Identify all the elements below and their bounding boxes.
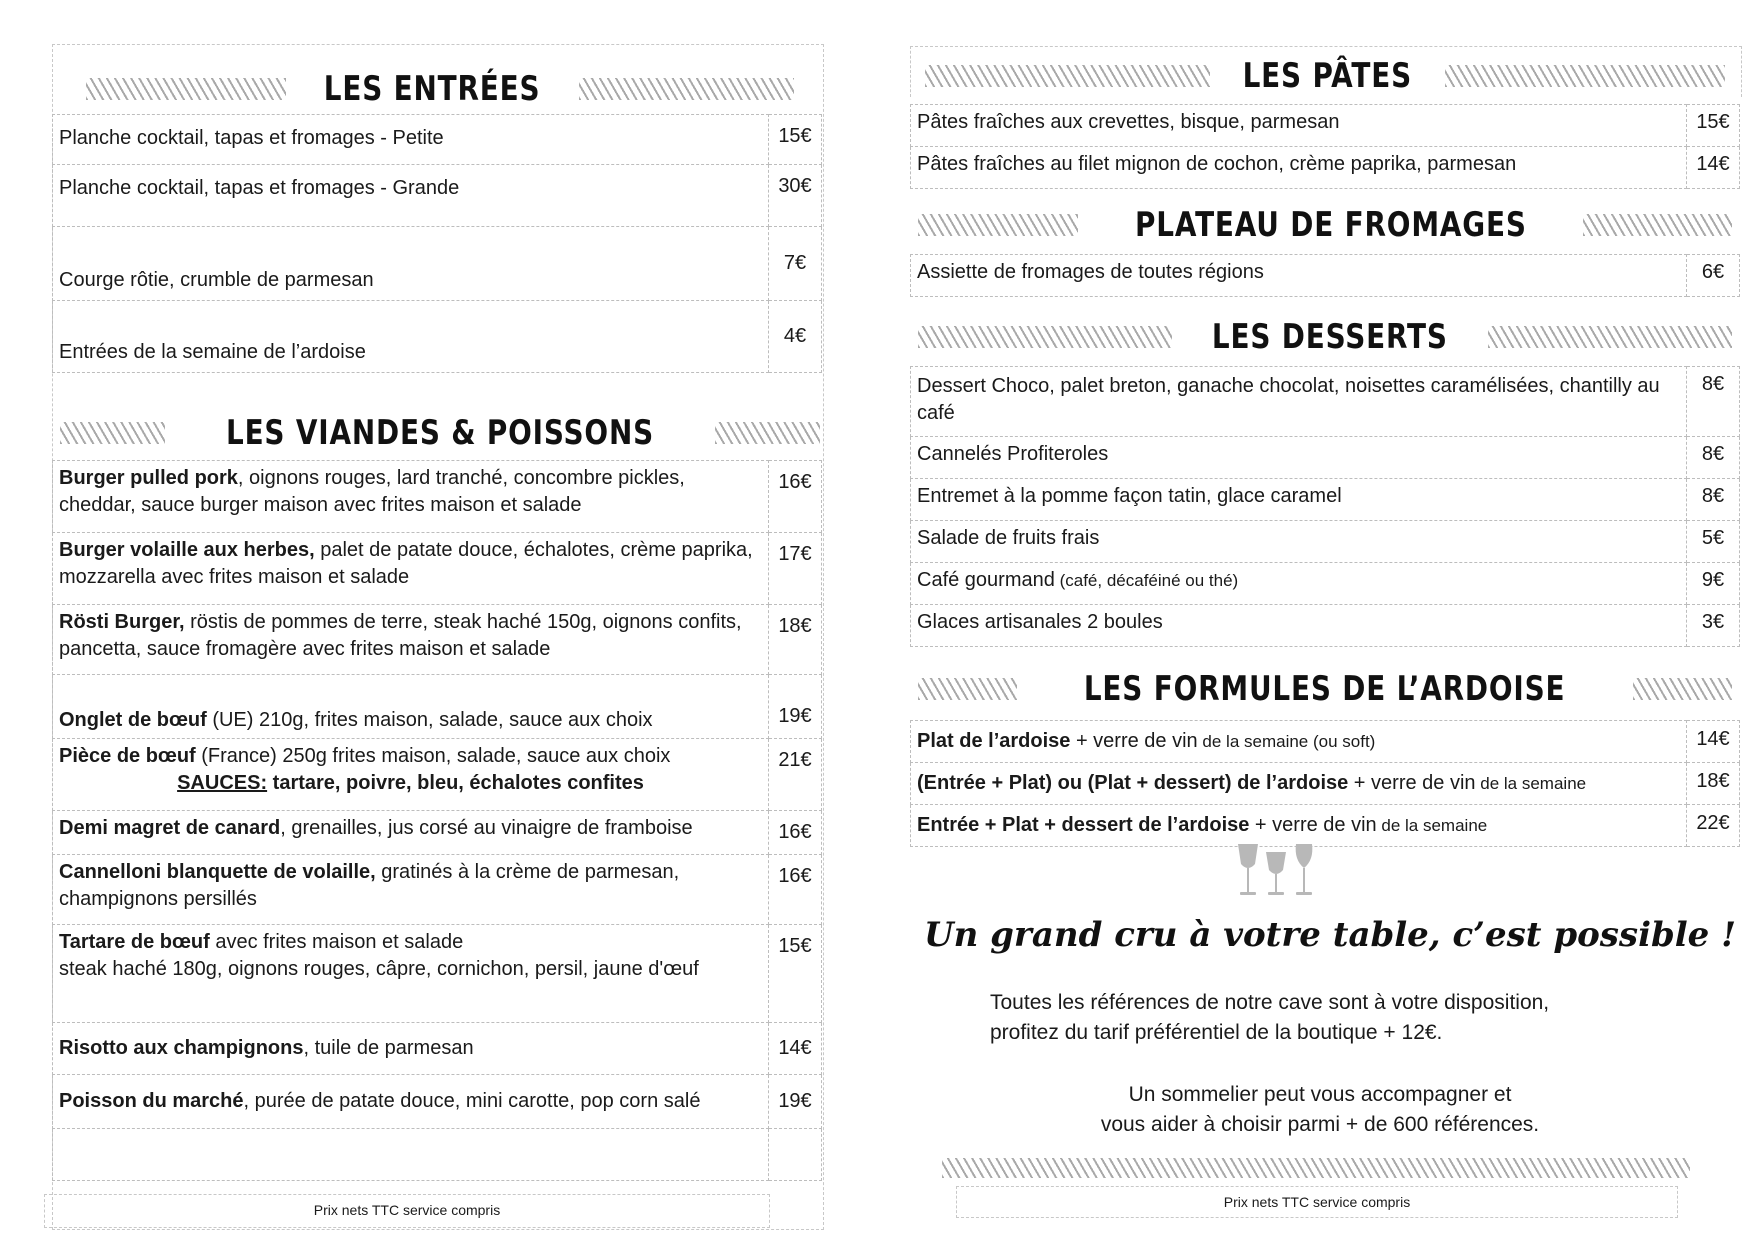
item-name: Demi magret de canard, grenailles, jus corsé au vinaigre de framboise: [53, 811, 769, 855]
item-price: 8€: [1687, 479, 1740, 521]
item-price: 18€: [1687, 763, 1740, 805]
item-price: 15€: [769, 115, 822, 165]
table-row: [53, 855, 822, 925]
table-row: [911, 367, 1740, 437]
table-row: [53, 301, 822, 373]
desserts-title: LES DESSERTS: [1211, 317, 1448, 357]
hatch-decoration: [1445, 65, 1725, 87]
hatch-decoration: [86, 78, 286, 100]
viandes-table: [52, 460, 822, 1181]
item-price: 19€: [769, 1075, 822, 1129]
entrees-table: [52, 114, 822, 373]
formules-header: [918, 666, 1732, 712]
table-row: [911, 563, 1740, 605]
item-name: Courge rôtie, crumble de parmesan: [53, 227, 769, 301]
item-name: Glaces artisanales 2 boules: [911, 605, 1687, 647]
table-row: [53, 811, 822, 855]
item-name: Pièce de bœuf (France) 250g frites maison, salade, sauce aux choix SAUCES: tartare, poivre, bleu, échalotes confites: [53, 739, 769, 811]
formules-title: LES FORMULES DE L’ARDOISE: [1084, 669, 1566, 709]
table-row: [911, 721, 1740, 763]
desserts-table: [910, 366, 1740, 647]
hatch-decoration: [918, 678, 1017, 700]
empty-cell: [53, 1129, 769, 1181]
table-row: [911, 105, 1740, 147]
table-row: [53, 605, 822, 675]
item-price: 17€: [769, 533, 822, 605]
cave-header: [923, 910, 1737, 960]
item-price: 16€: [769, 811, 822, 855]
cave-text-line: profitez du tarif préférentiel de la boutique + 12€.: [990, 1021, 1443, 1044]
empty-cell: [769, 1129, 822, 1181]
item-price: 18€: [769, 605, 822, 675]
item-price: 6€: [1687, 255, 1740, 297]
item-price: 3€: [1687, 605, 1740, 647]
item-name: Burger pulled pork, oignons rouges, lard tranché, concombre pickles, cheddar, sauce burger maison avec frites maison et salade: [53, 461, 769, 533]
viandes-header: [60, 410, 820, 456]
item-name: Pâtes fraîches aux crevettes, bisque, parmesan: [911, 105, 1687, 147]
item-name: Onglet de bœuf (UE) 210g, frites maison, salade, sauce aux choix: [53, 675, 769, 739]
item-price: 14€: [1687, 147, 1740, 189]
fromages-title: PLATEAU DE FROMAGES: [1134, 205, 1527, 245]
hatch-decoration: [1583, 214, 1732, 236]
table-row: [911, 605, 1740, 647]
item-name: Rösti Burger, röstis de pommes de terre, steak haché 150g, oignons confits, pancetta, sauce fromagère avec frites maison et salade: [53, 605, 769, 675]
table-row: [911, 521, 1740, 563]
table-row: [53, 227, 822, 301]
item-price: 22€: [1687, 805, 1740, 847]
cave-paragraph-2: [1040, 1080, 1600, 1140]
table-row: [911, 805, 1740, 847]
hatch-decoration: [1488, 326, 1732, 348]
item-name: Café gourmand (café, décaféiné ou thé): [911, 563, 1687, 605]
item-price: 9€: [1687, 563, 1740, 605]
table-row: [53, 165, 822, 227]
item-name: Entrée + Plat + dessert de l’ardoise + verre de vin de la semaine: [911, 805, 1687, 847]
left-footer: Prix nets TTC service compris: [44, 1194, 770, 1228]
desserts-header: [918, 314, 1732, 360]
pates-title: LES PÂTES: [1242, 56, 1413, 96]
table-row: [53, 1075, 822, 1129]
item-name: Risotto aux champignons, tuile de parmesan: [53, 1023, 769, 1075]
item-name: Tartare de bœuf avec frites maison et salade steak haché 180g, oignons rouges, câpre, cornichon, persil, jaune d'œuf: [53, 925, 769, 1023]
table-row: [911, 437, 1740, 479]
item-price: 16€: [769, 461, 822, 533]
item-price: 5€: [1687, 521, 1740, 563]
item-name: Salade de fruits frais: [911, 521, 1687, 563]
item-name: Planche cocktail, tapas et fromages - Grande: [53, 165, 769, 227]
hatch-decoration: [918, 214, 1078, 236]
item-name: Planche cocktail, tapas et fromages - Petite: [53, 115, 769, 165]
table-row: [911, 479, 1740, 521]
item-name: Entrées de la semaine de l’ardoise: [53, 301, 769, 373]
hatch-decoration: [715, 422, 820, 444]
item-name: Cannelés Profiteroles: [911, 437, 1687, 479]
table-row: [53, 675, 822, 739]
item-price: 15€: [769, 925, 822, 1023]
pates-table: [910, 104, 1740, 189]
item-price: 4€: [769, 301, 822, 373]
item-name: Burger volaille aux herbes, palet de patate douce, échalotes, crème paprika, mozzarella avec frites maison et salade: [53, 533, 769, 605]
cave-text-line: Toutes les références de notre cave sont à votre disposition,: [990, 991, 1550, 1014]
viandes-title: LES VIANDES & POISSONS: [225, 413, 655, 453]
table-row: [53, 115, 822, 165]
table-row: [53, 739, 822, 811]
item-price: 8€: [1687, 367, 1740, 437]
hatch-decoration: [925, 65, 1210, 87]
item-name: Entremet à la pomme façon tatin, glace caramel: [911, 479, 1687, 521]
table-row-empty: [53, 1129, 822, 1181]
fromages-header: [918, 202, 1732, 248]
hatch-decoration: [579, 78, 794, 100]
entrees-title: LES ENTRÉES: [324, 69, 541, 109]
cave-text-line: vous aider à choisir parmi + de 600 références.: [1100, 1113, 1540, 1136]
cave-paragraph-1: [990, 988, 1630, 1048]
item-price: 30€: [769, 165, 822, 227]
item-price: 7€: [769, 227, 822, 301]
fromages-table: [910, 254, 1740, 297]
item-price: 8€: [1687, 437, 1740, 479]
table-row: [911, 763, 1740, 805]
item-price: 15€: [1687, 105, 1740, 147]
right-footer: Prix nets TTC service compris: [956, 1186, 1678, 1218]
item-name: Cannelloni blanquette de volaille, gratinés à la crème de parmesan, champignons persillés: [53, 855, 769, 925]
item-price: 14€: [769, 1023, 822, 1075]
entrees-header: [60, 66, 820, 112]
item-name: Dessert Choco, palet breton, ganache chocolat, noisettes caramélisées, chantilly au café: [911, 367, 1687, 437]
table-row: [911, 255, 1740, 297]
hatch-decoration: [942, 1158, 1690, 1178]
item-name: Poisson du marché, purée de patate douce, mini carotte, pop corn salé: [53, 1075, 769, 1129]
cave-title: Un grand cru à votre table, c’est possible !: [923, 915, 1737, 955]
item-name: Plat de l’ardoise + verre de vin de la semaine (ou soft): [911, 721, 1687, 763]
hatch-decoration: [918, 326, 1172, 348]
wine-glasses-icon: [1232, 842, 1322, 898]
item-name: (Entrée + Plat) ou (Plat + dessert) de l’ardoise + verre de vin de la semaine: [911, 763, 1687, 805]
hatch-decoration: [1633, 678, 1732, 700]
item-price: 14€: [1687, 721, 1740, 763]
table-row: [53, 1023, 822, 1075]
hatch-decoration: [60, 422, 165, 444]
item-price: 16€: [769, 855, 822, 925]
formules-table: [910, 720, 1740, 847]
pates-header: [918, 54, 1732, 98]
table-row: [53, 533, 822, 605]
table-row: [911, 147, 1740, 189]
item-name: Assiette de fromages de toutes régions: [911, 255, 1687, 297]
item-name: Pâtes fraîches au filet mignon de cochon, crème paprika, parmesan: [911, 147, 1687, 189]
table-row: [53, 925, 822, 1023]
item-price: 19€: [769, 675, 822, 739]
cave-text-line: Un sommelier peut vous accompagner et: [1128, 1083, 1512, 1106]
table-row: [53, 461, 822, 533]
item-price: 21€: [769, 739, 822, 811]
